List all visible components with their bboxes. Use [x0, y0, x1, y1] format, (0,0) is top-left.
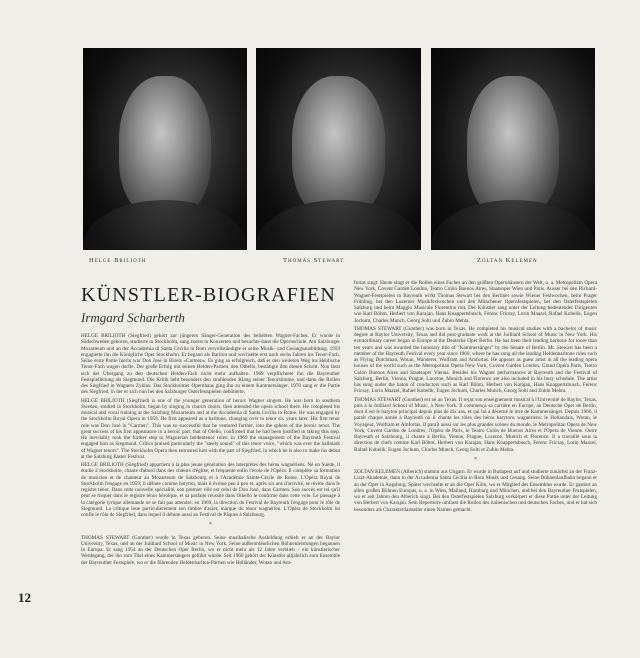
bio-paragraph: THOMAS STEWART (Gunther) wurde in Texas geboren. Seine musikalische Ausbildung erhielt er an der Baylor University, Texas, und an der Juilliard School of Music in New York. Seine außerordentlichen Bühnenleistungen begannen in Europa. Er sang 1954 an der Deutschen Oper Berlin, wo er nicht mehr als 12 Jahre verblieb – ein künstlerischer Werdegang, der ihn zum Titel eines Kammersängers geführt wurde. Seit 1960 gehört der Künstler alljährlich zum Ensemble der Bayreuther Festspiele, wo er die führenden Heldenbariton-Partien wie Holländer, Wotan und Am-: [81, 534, 340, 566]
portrait-face: [467, 76, 559, 217]
portrait-photo-stewart: [256, 48, 421, 250]
bio-paragraph: fortas singt. Heute singt er die Rollen eines Faches an den größten Opernhäusern der Welt, u. a. Metropolitan Opera New York, Covent Garden London, Teatro Colón Buenos Aires, Staatsoper Wien und Paris. Ausser bei den Richard-Wagner-Festspielen in Bayreuth wirkt Thomas Stewart bei den Berliner sowie Wiener Festwochen, beim Prager Frühling, bei den Luzerner Musikfestwochen und den Münchener Opernfestspielen, bei den Osterfestspielen Salzburg und beim Maggio Musicale Fiorentino mit. Der Künstler sang unter der Leitung bedeutender Dirigenten wie Karl Böhm, Herbert von Karajan, Hans Knappertsbusch, Ferenc Fricsay, Lorin Maazel, Rafael Kubelik, Eugen Jochum, Charles Munch, Georg Solti und Zubin Mehta.: [354, 280, 597, 324]
portrait-photo-brilioth: [83, 48, 247, 250]
bio-paragraph: HELGE BRILIOTH (Siegfried) gehört zur jüngeren Sänger-Generation des beliebten Wagner-Faches. Er wurde in Südschweden geboren, studierte in Stockholm, sang zuerst in Konzerten und besuchte dann die Opernschule. Am Salzburger Mozarteum und an der Accademia di Santa Cecilia in Rom vervollständigte er seine Musik- und Gesangsausbildung. 1959 engagierte ihn die Königliche Oper Stockholm. Er begann als Bariton und wechselte erst nach sechs Jahren ins Tenor-Fach. Seine erste Partie hierin war Don José in Bizets »Carmen«. Es ging so erfolgreich, daß er den weiteren Weg ins Heldische Tenor-Fach wagen durfte. Der große Erfolg mit seinen Helden-Partien, den Othello, bestätigte ihm diesen Schritt. Nun lässt sich der Übergang zu den deutschen Helden-Fach nicht mehr aufhalten. 1969 verpflichtete ihn die Bayreuther Festspielleitung als Siegmund. Die Kritik hebt besonders den strahlenden Klang seiner Tenorstimme, und dann die Rollen des Siegfried in Wagners Zyklus. Das Stockholmer Opernhaus ging ihn zu einem Kammersänger. 1970 sang er die Partie des Siegfried, in der er sich nun bei den Salzburger Osterfestspielen debütierte.: [81, 333, 340, 396]
bio-paragraph: ZOLTAN KELEMEN (Alberich) stammt aus Ungarn. Er wurde in Budapest auf und studierte zunächst an der Franz-Liszt-Akademie, dann in der Accademia Santa Cecilia in Rom Musik und Gesang. Seine Bühnenlaufbahn begann er an der Oper in Augsburg. Später wechselte er an die Oper Köln, wo er Mitglied des Ensembles wurde. Er gastiert an allen großen Bühnen Europas, u. a. in Wien, Mailand, Hamburg und München, und bei den Bayreuther Festspielen, wo er seit Jahren den Alberich singt. Bei den Osterfestspielen Salzburg verkörpert er diese Partie unter der Leitung von Herbert von Karajan. Sein Repertoire umfasst die Rollen des italienischen und deutschen Faches, und er hat sich besonders als Charakterdarsteller einen Namen gemacht.: [354, 469, 597, 513]
bio-paragraph: HELGE BRILIOTH (Siegfried) is one of the younger generation of heroic Wagner singers. He was born in southern Sweden, studied in Stockholm, began by singing in church choirs, then attended the opera school there. He completed his musical and vocal training at the Salzburg Mozarteum and at the Accademia di Santa Cecilia in Rome. He was engaged by the Stockholm Royal Opera in 1959. He first appeared as a baritone, changing over to tenor six years later. His first tenor role was Don José in "Carmen". This was so successful that he ventured further, into the sphere of the heroic tenor. The great success of his first appearance in a heroic part, that of Otello, confirmed that he had been justified in taking this step. He inevitably took the further step to Wagnerian heldentenor roles: in 1969 the management of the Bayreuth Festival engaged him as Siegmund. Critics praised particularly the "steely sound" of this tenor voice, "which was ever the hallmark of Wagner tenors". The Stockholm Opera then entrusted him with the part of Siegfried, in which he is also to make his debut at the Salzburg Easter Festival.: [81, 397, 340, 460]
bio-paragraph: HELGE BRILIOTH (Siegfried) appartient à la plus jeune génération des interprètes des héros wagnériens. Né en Suède, il étudie à Stockholm, chante d'abord dans des chœurs d'église, et fréquente enfin l'école de l'Opéra. Il complète sa formation de musicien et de chanteur au Mozarteum de Salzbourg et à l'Académie Sainte-Cécile de Rome. L'Opéra Royal de Stockholm l'engage en 1959; il débute comme baryton, mais il évolue peu à peu et, après six ans d'activité, se révèle dans le registre ténor. Dans cette nouvelle spécialité, son premier rôle est celui de Don José, dans Carmen. Son succès est tel qu'il peut se risquer dans le registre ténor héroïque, et sa parfaite réussite dans Othello le confirme dans cette voie. Le passage à la catégorie lyrique allemande ne se fait pas attendre: en 1969, la direction du Festival de Bayreuth l'engage pour le rôle de Siegmund. La critique loue particulièrement son timbre d'acier, marque du ténor wagnérien. L'Opéra de Stockholm lui confie le rôle de Siegfried, dans lequel il débute aussi au Festival de Pâques à Salzbourg.: [81, 462, 340, 518]
portrait-face: [292, 76, 384, 217]
portrait-photo-kelemen: [431, 48, 595, 250]
bio-paragraph: THOMAS STEWART (Gunther) was born in Texas. He completed his musical studies with a bachelor of music degree at Baylor University, Texas and did post-graduate work at the Juilliard School of Music in New York. His extraordinary career began in Europe at the Deutsche Oper Berlin. He has been their leading baritone for more than ten years and was awarded the honorary title of "Kammersänger" by the Senate of Berlin. Mr. Stewart has been a member of the Bayreuth Festival every year since 1960, where he has sung all the leading Heldenbaritone roles such as Flying Dutchman, Wotan, Wanderer, Wolfram and Amfortas. He appears as guest artist in all the leading opera houses of the world such as the Metropolitan Opera New York, Covent Garden London, Grand Opéra Paris, Teatro Colón Buenos Aires and Staatsoper Vienna. Besides his Wagner performances at Bayreuth and the Festival of Salzburg, Berlin, Vienna, Prague, Lucerne, Munich and Florence are also included in his busy schedule. The artist has sung under the baton of conductors such as Karl Böhm, Herbert von Karajan, Hans Knappertsbusch, Ferenc Fricsay, Lorin Maazel, Rafael Kubelik, Eugen Jochum, Charles Munch, Georg Solti and Zubin Mehta.: [354, 325, 597, 395]
portrait-shoulders: [83, 200, 247, 251]
asterisk-separator: *: [209, 522, 212, 529]
page-number: 12: [18, 590, 31, 605]
right-text-column: [354, 280, 597, 643]
portrait-shoulders: [431, 200, 595, 251]
portrait-shoulders: [256, 200, 421, 251]
photo-caption-brilioth: Helge Brilioth: [89, 257, 147, 264]
portrait-face: [119, 76, 211, 217]
photo-caption-stewart: Thomas Stewart: [283, 257, 345, 264]
page-title: KÜNSTLER-BIOGRAFIEN: [81, 284, 337, 306]
bio-paragraph: THOMAS STEWART (Gunther) est né au Texas. Il reçut son enseignement musical à l'Université de Baylor, Texas, puis à la Juilliard School of Music, à New-York. Il commença sa carrière en Europe, au Deutsche Oper de Berlin, dont il est le baryton principal depuis plus de dix ans, et qui lui a décerné le titre de Kammersänger. Depuis 1960, il paraît chaque année à Bayreuth où il chante les rôles des héros barytons wagnériens: le Hollandais, Wotan, le Voyageur, Wolfram et Amfortas. Il paraît aussi sur les plus grandes scènes du monde, le Metropolitan Opera de New York, Covent Garden de Londres, l'Opéra de Paris, le Teatro Colón de Buenos Aires et l'Opéra de Vienne. Outre Bayreuth et Salzbourg, il chante à Berlin, Vienne, Prague, Lucerne, Munich et Florence. Il a travaillé sous la direction de chefs comme Karl Böhm, Herbert von Karajan, Hans Knappertsbusch, Ferenc Fricsay, Lorin Maazel, Rafael Kubelik, Eugen Jochum, Charles Munch, Georg Solti et Zubin Mehta.: [354, 396, 597, 453]
author-name: Irmgard Scharberth: [81, 310, 185, 325]
photo-caption-kelemen: Zoltan Kelemen: [477, 257, 538, 264]
left-text-column: [81, 333, 340, 643]
asterisk-separator: *: [474, 456, 477, 463]
